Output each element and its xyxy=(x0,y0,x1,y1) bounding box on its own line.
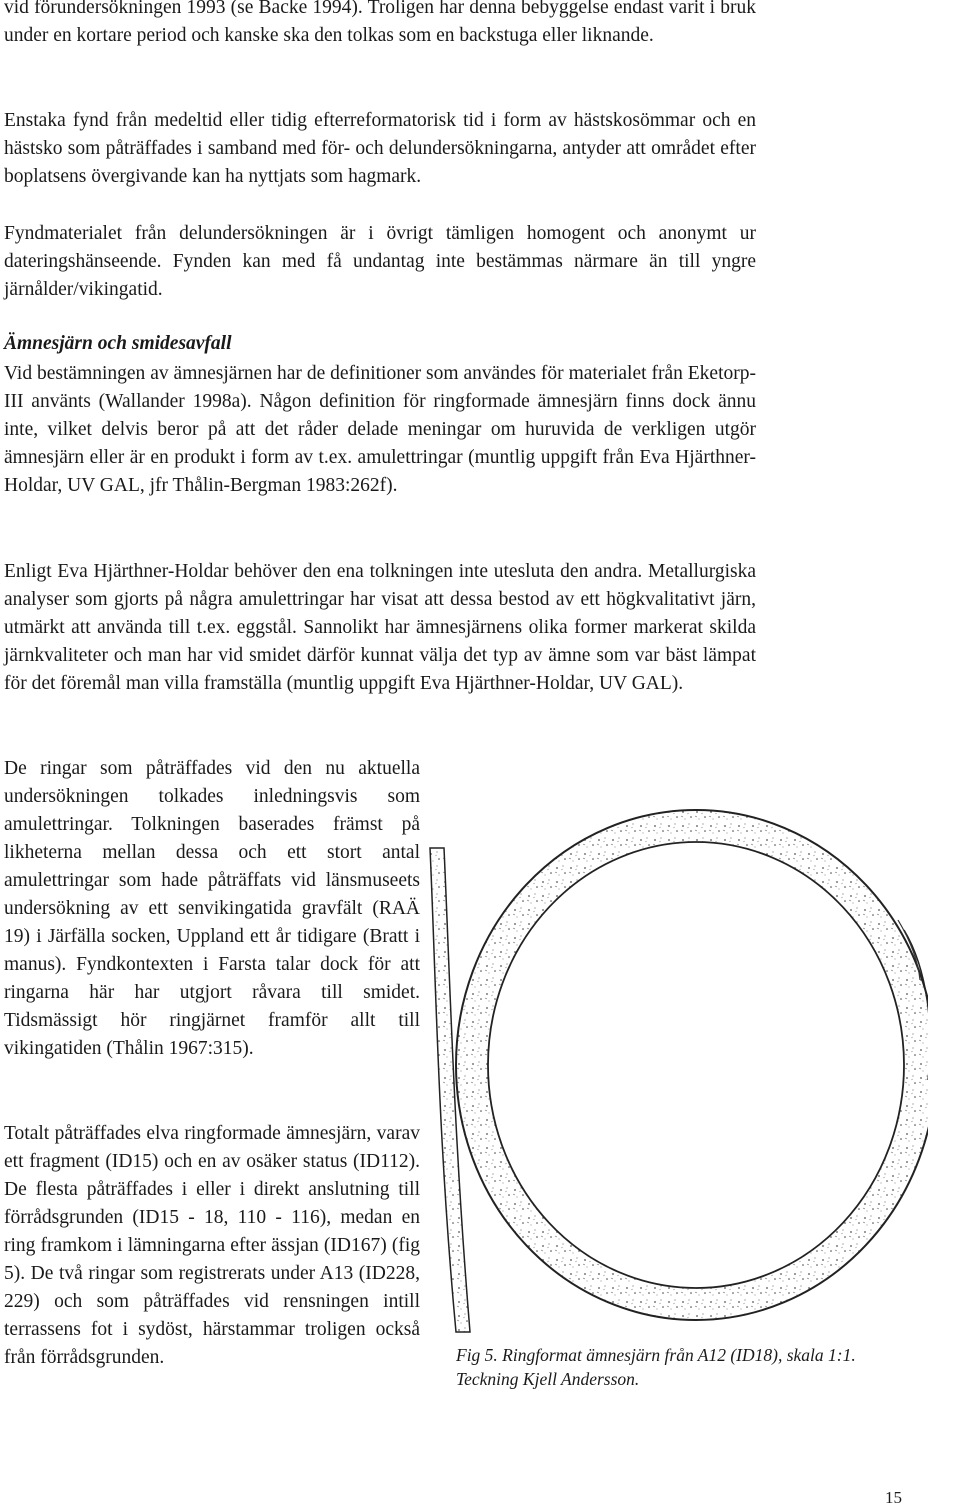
ring-drawing xyxy=(428,780,928,1340)
page-number: 15 xyxy=(885,1488,902,1507)
section-heading: Ämnesjärn och smidesavfall xyxy=(4,333,232,354)
figure-caption xyxy=(456,1343,916,1391)
caption-line-2: Teckning Kjell Andersson. xyxy=(456,1369,640,1389)
caption-line-1: Fig 5. Ringformat ämnesjärn från A12 (ID18), skala 1:1. xyxy=(456,1345,856,1365)
paragraph-definitions: Vid bestämningen av ämnesjärnen har de definitioner som användes för materialet från Eketorp-III använts (Wallander 1998a). Någon definition för ringformade ämnesjärn finns dock ännu inte, vilket delvis beror på att det råder delade meningar om huruvida de verkligen utgör ämnesjärn eller är en produkt i form av t.ex. amulettringar (muntlig uppgift från Eva Hjärthner-Holdar, UV GAL, jfr Thålin-Bergman 1983:262f). xyxy=(4,363,756,496)
paragraph-medieval-finds: Enstaka fynd från medeltid eller tidig efterreformatorisk tid i form av hästskosömmar och en hästsko som påträffades i samband med för- och delundersökningarna, antyder att området efter boplatsens övergivande kan ha nyttjats som hagmark. xyxy=(4,110,756,187)
paragraph-metallurgy: Enligt Eva Hjärthner-Holdar behöver den ena tolkningen inte utesluta den andra. Metallurgiska analyser som gjorts på några amulettringar har visat att dessa bestod av ett högkvalitativt järn, utmärkt att använda till t.ex. eggstål. Sannolikt har ämnesjärnens olika former markerat skilda järnkvaliteter och man har vid smidet därför kunnat välja det typ av ämne som var bäst lämpat för det föremål man villa framställa (muntlig uppgift Eva Hjärthner-Holdar, UV GAL). xyxy=(4,561,756,694)
paragraph-ring-count: Totalt påträffades elva ringformade ämnesjärn, varav ett fragment (ID15) och en av osäker status (ID112). De flesta påträffades i eller i direkt anslutning till förrådsgrunden (ID15 - 18, 110 - 116), medan en ring framkom i lämningarna efter ässjan (ID167) (fig 5). De två ringar som registrerats under A13 (ID228, 229) och som påträffades vid rensningen intill terrassens fot i sydöst, härstammar troligen också från förrådsgrunden. xyxy=(4,1123,420,1368)
paragraph-intro: vid förundersökningen 1993 (se Backe 1994). Troligen har denna bebyggelse endast varit i bruk under en kortare period och kanske ska den tolkas som en backstuga eller liknande. xyxy=(4,0,756,46)
paragraph-find-material: Fyndmaterialet från delundersökningen är i övrigt tämligen homogent och anonymt ur dateringshänseende. Fynden kan med få undantag inte bestämmas närmare än till yngre järnålder/vikingatid. xyxy=(4,223,756,300)
paragraph-rings-interpretation: De ringar som påträffades vid den nu aktuella undersökningen tolkades inledningsvis som amulettringar. Tolkningen baserades främst på likheterna mellan dessa och ett stort antal amulettringar som hade påträffats vid länsmuseets undersökning av ett senvikingatida gravfält (RAÄ 19) i Järfälla socken, Uppland ett år tidigare (Bratt i manus). Fyndkontexten i Farsta talar dock för att ringarna här har utgjort råvara till smidet. Tidsmässigt hör ringjärnet framför allt till vikingatiden (Thålin 1967:315). xyxy=(4,758,420,1059)
